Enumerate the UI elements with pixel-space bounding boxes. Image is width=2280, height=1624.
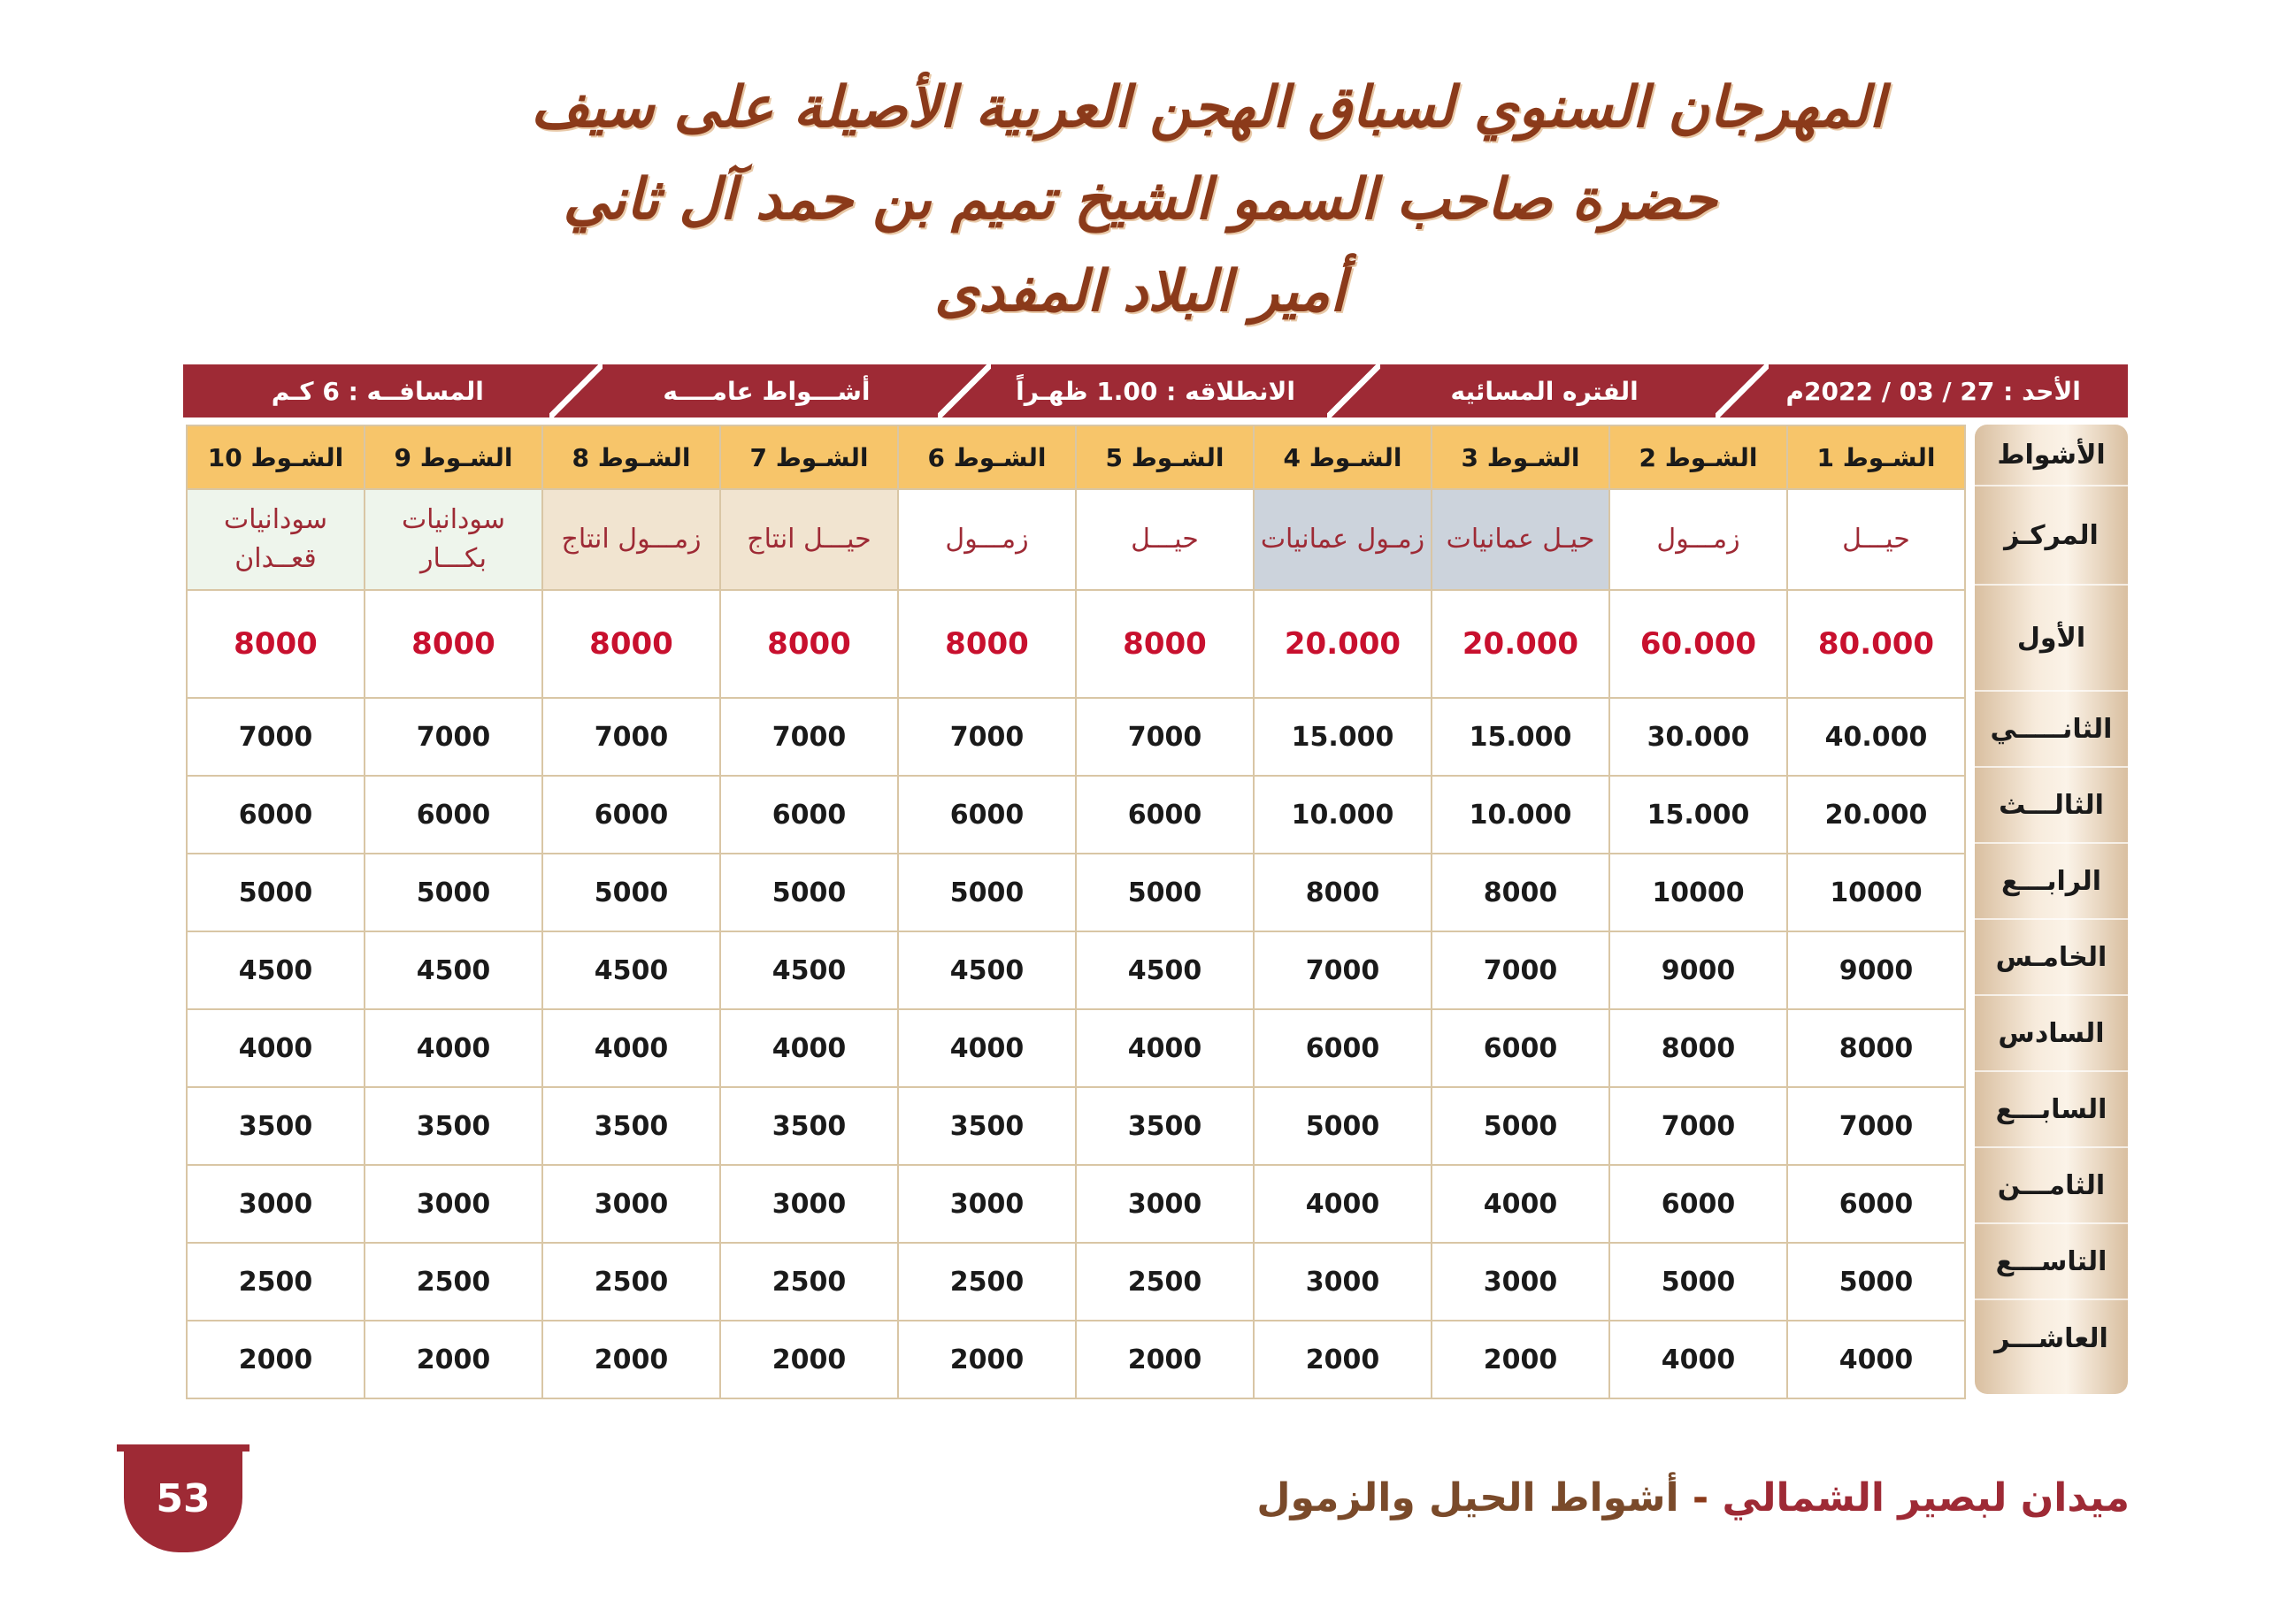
place-label: الثالـــث bbox=[1975, 768, 2128, 844]
prize-cell: 4000 bbox=[1432, 1165, 1609, 1243]
prize-cell: 5000 bbox=[1254, 1087, 1432, 1165]
prize-cell: 4000 bbox=[365, 1009, 542, 1087]
prize-cell: 7000 bbox=[365, 698, 542, 776]
prize-cell: 3500 bbox=[1076, 1087, 1254, 1165]
row-labels-column bbox=[1975, 425, 2128, 1394]
category-cell: حيـل عمانيات bbox=[1432, 489, 1609, 590]
footer-separator: - bbox=[1692, 1475, 1709, 1521]
category-row bbox=[187, 489, 1965, 590]
category-label: المركـز bbox=[1975, 486, 2128, 586]
prize-cell: 3500 bbox=[720, 1087, 898, 1165]
race-period: الفتره المسائيه bbox=[1350, 364, 1739, 417]
prize-cell: 2000 bbox=[187, 1321, 365, 1398]
prize-row bbox=[187, 854, 1965, 931]
race-header-cell: الشـوط 9 bbox=[365, 425, 542, 489]
prize-cell: 4000 bbox=[720, 1009, 898, 1087]
prize-cell: 4000 bbox=[1609, 1321, 1787, 1398]
title-line-1: المهرجان السنوي لسباق الهجن العربية الأصيلة على سيف bbox=[531, 74, 1885, 141]
prize-cell: 4000 bbox=[187, 1009, 365, 1087]
category-cell: حيـــل bbox=[1787, 489, 1965, 590]
prize-cell: 2000 bbox=[1254, 1321, 1432, 1398]
prize-cell: 6000 bbox=[365, 776, 542, 854]
prize-row bbox=[187, 590, 1965, 698]
race-header-cell: الشـوط 8 bbox=[542, 425, 720, 489]
prize-cell: 2500 bbox=[1076, 1243, 1254, 1321]
prize-cell: 10000 bbox=[1787, 854, 1965, 931]
prize-cell: 7000 bbox=[187, 698, 365, 776]
prize-cell: 30.000 bbox=[1609, 698, 1787, 776]
prize-cell: 15.000 bbox=[1609, 776, 1787, 854]
prize-row bbox=[187, 1165, 1965, 1243]
page-number: 53 bbox=[124, 1444, 242, 1552]
race-header-cell: الشـوط 1 bbox=[1787, 425, 1965, 489]
prize-cell: 2000 bbox=[1432, 1321, 1609, 1398]
prize-cell: 10.000 bbox=[1432, 776, 1609, 854]
footer-subtitle: أشواط الحيل والزمول bbox=[1256, 1475, 1679, 1521]
race-header-cell: الشـوط 7 bbox=[720, 425, 898, 489]
place-label: السابـــع bbox=[1975, 1072, 2128, 1148]
category-cell: حيـــل bbox=[1076, 489, 1254, 590]
prize-cell: 4000 bbox=[898, 1009, 1076, 1087]
prize-row bbox=[187, 931, 1965, 1009]
prize-cell: 10000 bbox=[1609, 854, 1787, 931]
category-cell: حيـــل انتاج bbox=[720, 489, 898, 590]
prize-cell: 3000 bbox=[898, 1165, 1076, 1243]
prize-cell: 4500 bbox=[542, 931, 720, 1009]
prize-cell: 3000 bbox=[187, 1165, 365, 1243]
category-cell: زمـول عمانيات bbox=[1254, 489, 1432, 590]
race-header-row bbox=[187, 425, 1965, 489]
race-header-cell: الشـوط 6 bbox=[898, 425, 1076, 489]
prize-cell: 9000 bbox=[1609, 931, 1787, 1009]
prize-cell: 2000 bbox=[365, 1321, 542, 1398]
place-label: الخامـس bbox=[1975, 920, 2128, 996]
prize-cell: 6000 bbox=[1609, 1165, 1787, 1243]
prize-cell: 7000 bbox=[1254, 931, 1432, 1009]
prize-cell: 8000 bbox=[1254, 854, 1432, 931]
race-header-cell: الشـوط 2 bbox=[1609, 425, 1787, 489]
prize-row bbox=[187, 776, 1965, 854]
prize-cell: 2500 bbox=[542, 1243, 720, 1321]
prize-cell: 3500 bbox=[365, 1087, 542, 1165]
prize-row bbox=[187, 1243, 1965, 1321]
category-cell: زمـــول انتاج bbox=[542, 489, 720, 590]
prize-cell: 7000 bbox=[542, 698, 720, 776]
prize-cell: 4000 bbox=[1254, 1165, 1432, 1243]
place-label: الرابـــع bbox=[1975, 844, 2128, 920]
prize-cell: 9000 bbox=[1787, 931, 1965, 1009]
prize-cell: 5000 bbox=[542, 854, 720, 931]
place-label: العاشـــر bbox=[1994, 1322, 2108, 1354]
prize-cell: 3500 bbox=[187, 1087, 365, 1165]
race-header-cell: الشـوط 5 bbox=[1076, 425, 1254, 489]
prize-cell: 60.000 bbox=[1609, 590, 1787, 698]
prize-cell: 7000 bbox=[1609, 1087, 1787, 1165]
prize-cell: 2500 bbox=[365, 1243, 542, 1321]
venue-name: ميدان لبصير الشمالي bbox=[1722, 1475, 2130, 1521]
prize-cell: 3000 bbox=[1254, 1243, 1432, 1321]
prize-cell: 20.000 bbox=[1432, 590, 1609, 698]
prize-cell: 7000 bbox=[720, 698, 898, 776]
prize-cell: 20.000 bbox=[1787, 776, 1965, 854]
category-cell: زمـــول bbox=[1609, 489, 1787, 590]
prize-cell: 20.000 bbox=[1254, 590, 1432, 698]
prize-cell: 40.000 bbox=[1787, 698, 1965, 776]
category-cell: زمـــول bbox=[898, 489, 1076, 590]
race-header-cell: الشـوط 10 bbox=[187, 425, 365, 489]
prize-cell: 2000 bbox=[1076, 1321, 1254, 1398]
prize-row bbox=[187, 1321, 1965, 1398]
prize-cell: 8000 bbox=[1076, 590, 1254, 698]
prize-cell: 4000 bbox=[542, 1009, 720, 1087]
prize-cell: 80.000 bbox=[1787, 590, 1965, 698]
prize-cell: 6000 bbox=[1254, 1009, 1432, 1087]
prize-cell: 4500 bbox=[1076, 931, 1254, 1009]
prize-cell: 6000 bbox=[1076, 776, 1254, 854]
prize-cell: 4500 bbox=[898, 931, 1076, 1009]
race-distance: المسافــه : 6 كـم bbox=[183, 364, 572, 417]
prize-cell: 8000 bbox=[898, 590, 1076, 698]
prize-cell: 6000 bbox=[542, 776, 720, 854]
prize-cell: 15.000 bbox=[1254, 698, 1432, 776]
prize-cell: 2000 bbox=[542, 1321, 720, 1398]
prize-cell: 6000 bbox=[1787, 1165, 1965, 1243]
prize-cell: 8000 bbox=[542, 590, 720, 698]
prize-cell: 7000 bbox=[898, 698, 1076, 776]
place-label: الثانـــــي bbox=[1975, 692, 2128, 768]
prize-cell: 7000 bbox=[1076, 698, 1254, 776]
prize-cell: 5000 bbox=[1432, 1087, 1609, 1165]
prize-cell: 8000 bbox=[365, 590, 542, 698]
prize-cell: 4500 bbox=[365, 931, 542, 1009]
place-label: التاســـع bbox=[1975, 1224, 2128, 1300]
prize-cell: 8000 bbox=[1432, 854, 1609, 931]
prize-cell: 8000 bbox=[187, 590, 365, 698]
races-label: الأشواط bbox=[1975, 425, 2128, 486]
prize-cell: 8000 bbox=[1787, 1009, 1965, 1087]
category-cell: سودانيات بكـــار bbox=[365, 489, 542, 590]
race-header-cell: الشـوط 4 bbox=[1254, 425, 1432, 489]
prize-cell: 8000 bbox=[1609, 1009, 1787, 1087]
prize-cell: 5000 bbox=[1076, 854, 1254, 931]
place-label: الثامـــن bbox=[1975, 1148, 2128, 1224]
prize-cell: 4000 bbox=[1076, 1009, 1254, 1087]
prize-cell: 4500 bbox=[720, 931, 898, 1009]
prize-row bbox=[187, 698, 1965, 776]
category-cell: سودانيات قعــدان bbox=[187, 489, 365, 590]
prize-cell: 2000 bbox=[720, 1321, 898, 1398]
prize-table bbox=[186, 425, 1966, 1399]
info-band bbox=[183, 364, 2128, 417]
prize-cell: 8000 bbox=[720, 590, 898, 698]
race-header-cell: الشـوط 3 bbox=[1432, 425, 1609, 489]
place-label: السادس bbox=[1975, 996, 2128, 1072]
prize-cell: 2000 bbox=[898, 1321, 1076, 1398]
footer-title bbox=[1256, 1475, 2130, 1521]
prize-cell: 5000 bbox=[365, 854, 542, 931]
prize-cell: 6000 bbox=[1432, 1009, 1609, 1087]
prize-cell: 5000 bbox=[720, 854, 898, 931]
race-type: أشـــواط عامــــه bbox=[572, 364, 962, 417]
prize-cell: 3000 bbox=[1076, 1165, 1254, 1243]
prize-cell: 6000 bbox=[187, 776, 365, 854]
start-time: الانطلاقه : 1.00 ظهـراً bbox=[961, 364, 1350, 417]
prize-cell: 3000 bbox=[365, 1165, 542, 1243]
prize-cell: 2500 bbox=[720, 1243, 898, 1321]
prize-cell: 5000 bbox=[187, 854, 365, 931]
title-line-3: أمير البلاد المفدى bbox=[934, 258, 1346, 325]
prize-cell: 5000 bbox=[1787, 1243, 1965, 1321]
prize-cell: 10.000 bbox=[1254, 776, 1432, 854]
prize-cell: 5000 bbox=[1609, 1243, 1787, 1321]
prize-cell: 3000 bbox=[1432, 1243, 1609, 1321]
prize-cell: 2500 bbox=[187, 1243, 365, 1321]
prize-cell: 2500 bbox=[898, 1243, 1076, 1321]
prize-cell: 3500 bbox=[542, 1087, 720, 1165]
prize-cell: 6000 bbox=[720, 776, 898, 854]
prize-cell: 3000 bbox=[720, 1165, 898, 1243]
title-line-2: حضرة صاحب السمو الشيخ تميم بن حمد آل ثاني bbox=[563, 166, 1717, 233]
place-label: الأول bbox=[1975, 586, 2128, 692]
prize-cell: 7000 bbox=[1787, 1087, 1965, 1165]
prize-row bbox=[187, 1009, 1965, 1087]
prize-cell: 6000 bbox=[898, 776, 1076, 854]
prize-cell: 15.000 bbox=[1432, 698, 1609, 776]
page-title bbox=[531, 62, 1885, 338]
prize-cell: 3500 bbox=[898, 1087, 1076, 1165]
prize-cell: 4500 bbox=[187, 931, 365, 1009]
prize-cell: 3000 bbox=[542, 1165, 720, 1243]
prize-cell: 5000 bbox=[898, 854, 1076, 931]
prize-row bbox=[187, 1087, 1965, 1165]
prize-cell: 4000 bbox=[1787, 1321, 1965, 1398]
prize-cell: 7000 bbox=[1432, 931, 1609, 1009]
race-date: الأحد : 27 / 03 / 2022م bbox=[1785, 376, 2081, 406]
